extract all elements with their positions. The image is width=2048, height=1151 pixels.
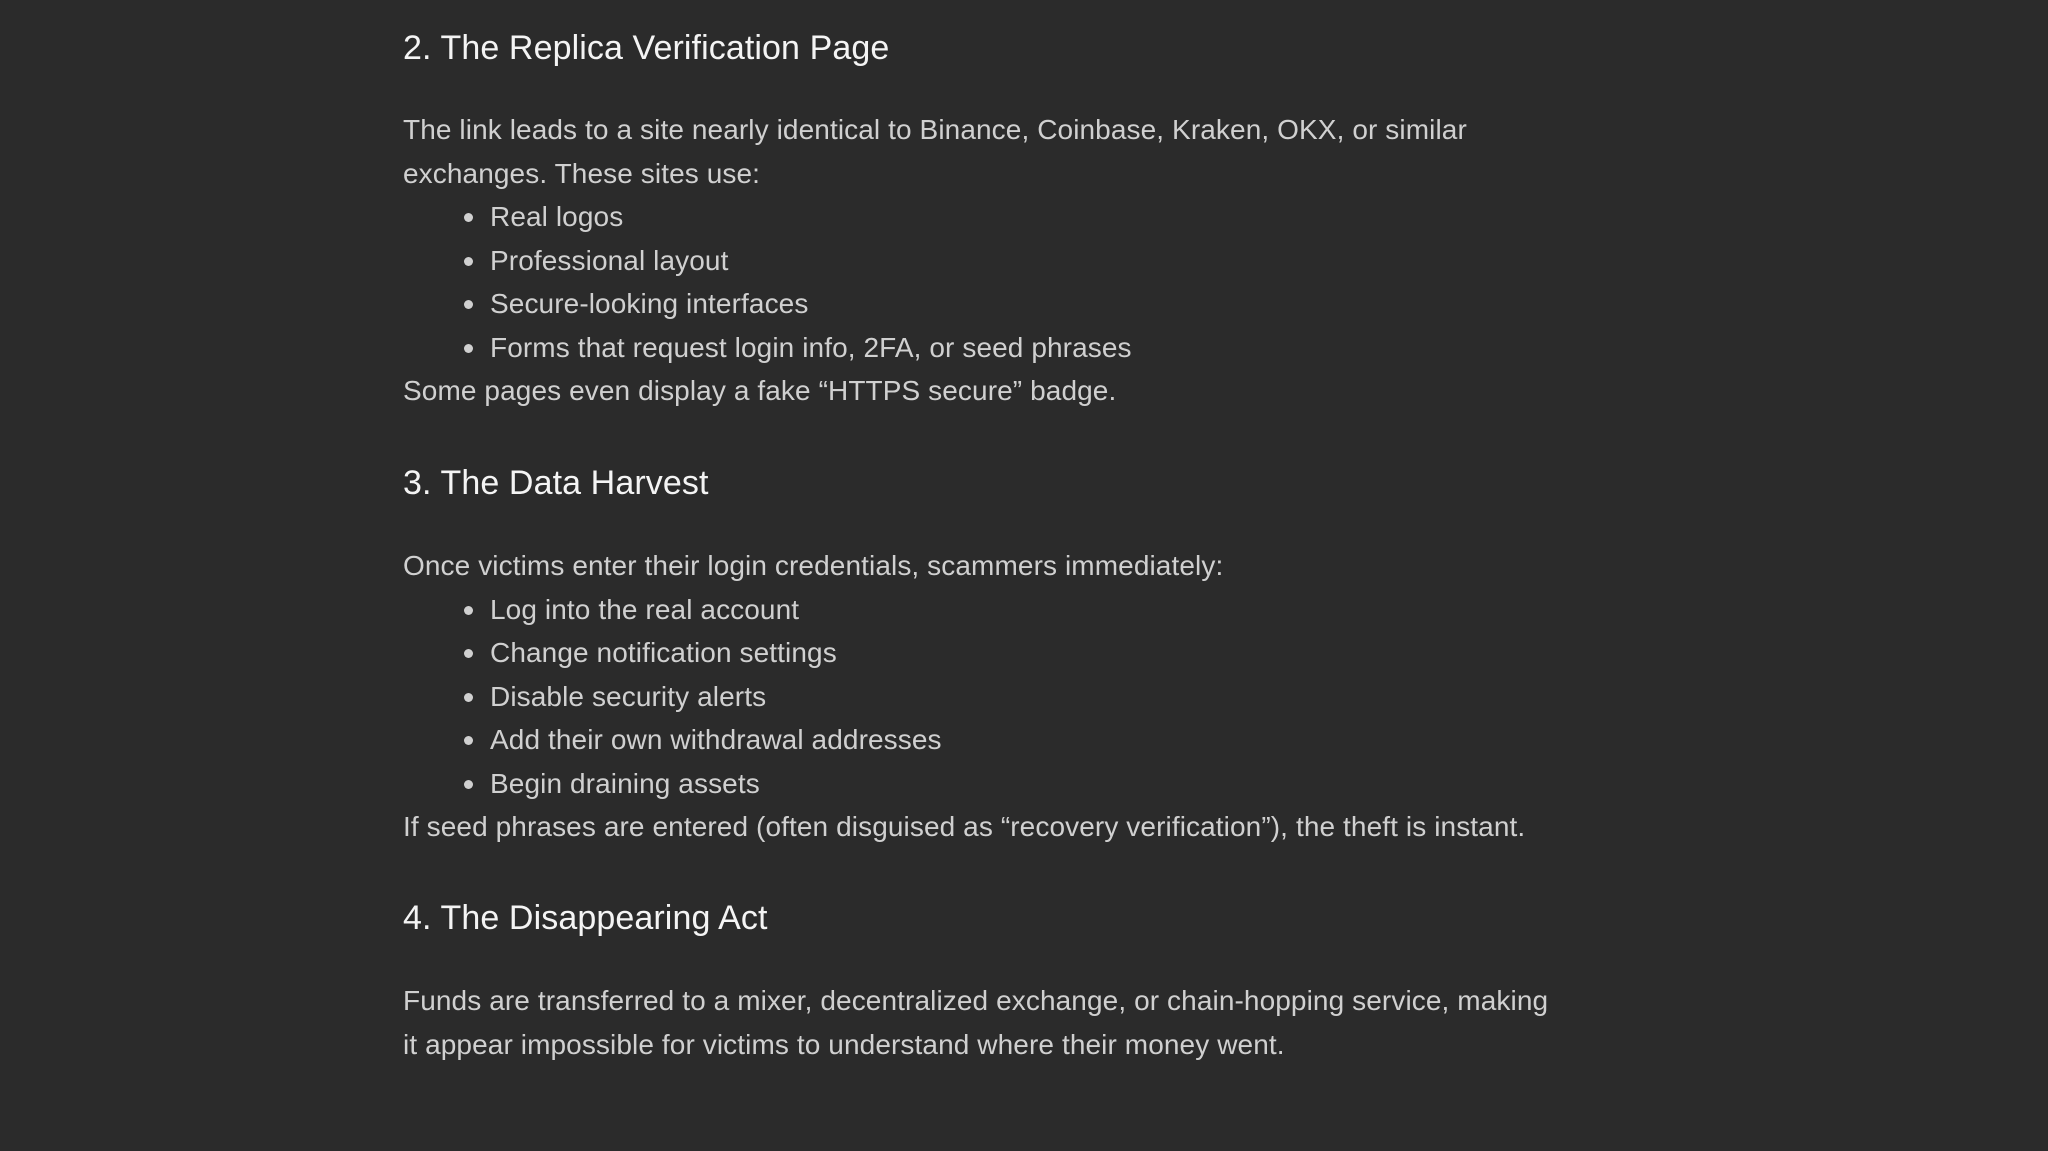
bullet-list	[403, 588, 1525, 806]
bullet-list	[403, 195, 1467, 369]
list-item-text: Log into the real account	[490, 593, 800, 625]
paragraph-line: If seed phrases are entered (often disguised as “recovery verification”), the theft is instant.	[403, 811, 1526, 842]
paragraph-line: Funds are transferred to a mixer, decentralized exchange, or chain-hopping service, making	[403, 985, 1549, 1016]
list-item-text: Begin draining assets	[490, 767, 760, 799]
paragraph-line: it appear impossible for victims to understand where their money went.	[403, 1028, 1285, 1060]
paragraph-line: The link leads to a site nearly identical to Binance, Coinbase, Kraken, OKX, or similar	[403, 114, 1467, 145]
bullet-dot-icon	[464, 693, 473, 702]
list-item-text: Forms that request login info, 2FA, or seed phrases	[490, 331, 1132, 363]
list-item-text: Secure-looking interfaces	[490, 288, 809, 319]
bullet-dot-icon	[464, 606, 473, 615]
paragraph-line: Once victims enter their login credentials, scammers immediately:	[403, 550, 1224, 581]
bullet-dot-icon	[464, 344, 473, 353]
list-item-text: Real logos	[490, 201, 624, 232]
bullet-dot-icon	[464, 736, 473, 745]
list-item	[403, 195, 1467, 239]
list-item-text: Add their own withdrawal addresses	[490, 724, 942, 755]
list-item-text: Disable security alerts	[490, 680, 767, 712]
section-heading-disappearing-act: 4. The Disappearing Act	[403, 899, 768, 937]
bullet-dot-icon	[464, 300, 473, 309]
bullet-dot-icon	[464, 780, 473, 789]
bullet-dot-icon	[464, 213, 473, 222]
list-item	[403, 718, 1525, 762]
paragraph-line: Some pages even display a fake “HTTPS secure” badge.	[403, 375, 1117, 406]
section-body-disappearing-act	[403, 979, 1643, 1066]
list-item	[403, 239, 1467, 283]
list-item	[403, 631, 1525, 675]
list-item	[403, 588, 1525, 632]
bullet-dot-icon	[464, 257, 473, 266]
section-body-replica-verification-page	[403, 108, 1467, 413]
list-item-text: Professional layout	[490, 244, 729, 276]
bullet-dot-icon	[464, 649, 473, 658]
section-heading-replica-verification-page: 2. The Replica Verification Page	[403, 29, 890, 67]
paragraph-line: exchanges. These sites use:	[403, 157, 761, 189]
section-heading-data-harvest: 3. The Data Harvest	[403, 464, 709, 502]
list-item-text: Change notification settings	[490, 637, 837, 668]
list-item	[403, 762, 1525, 806]
section-body-data-harvest	[403, 544, 1525, 849]
list-item	[403, 675, 1525, 719]
list-item	[403, 282, 1467, 326]
list-item	[403, 326, 1467, 370]
